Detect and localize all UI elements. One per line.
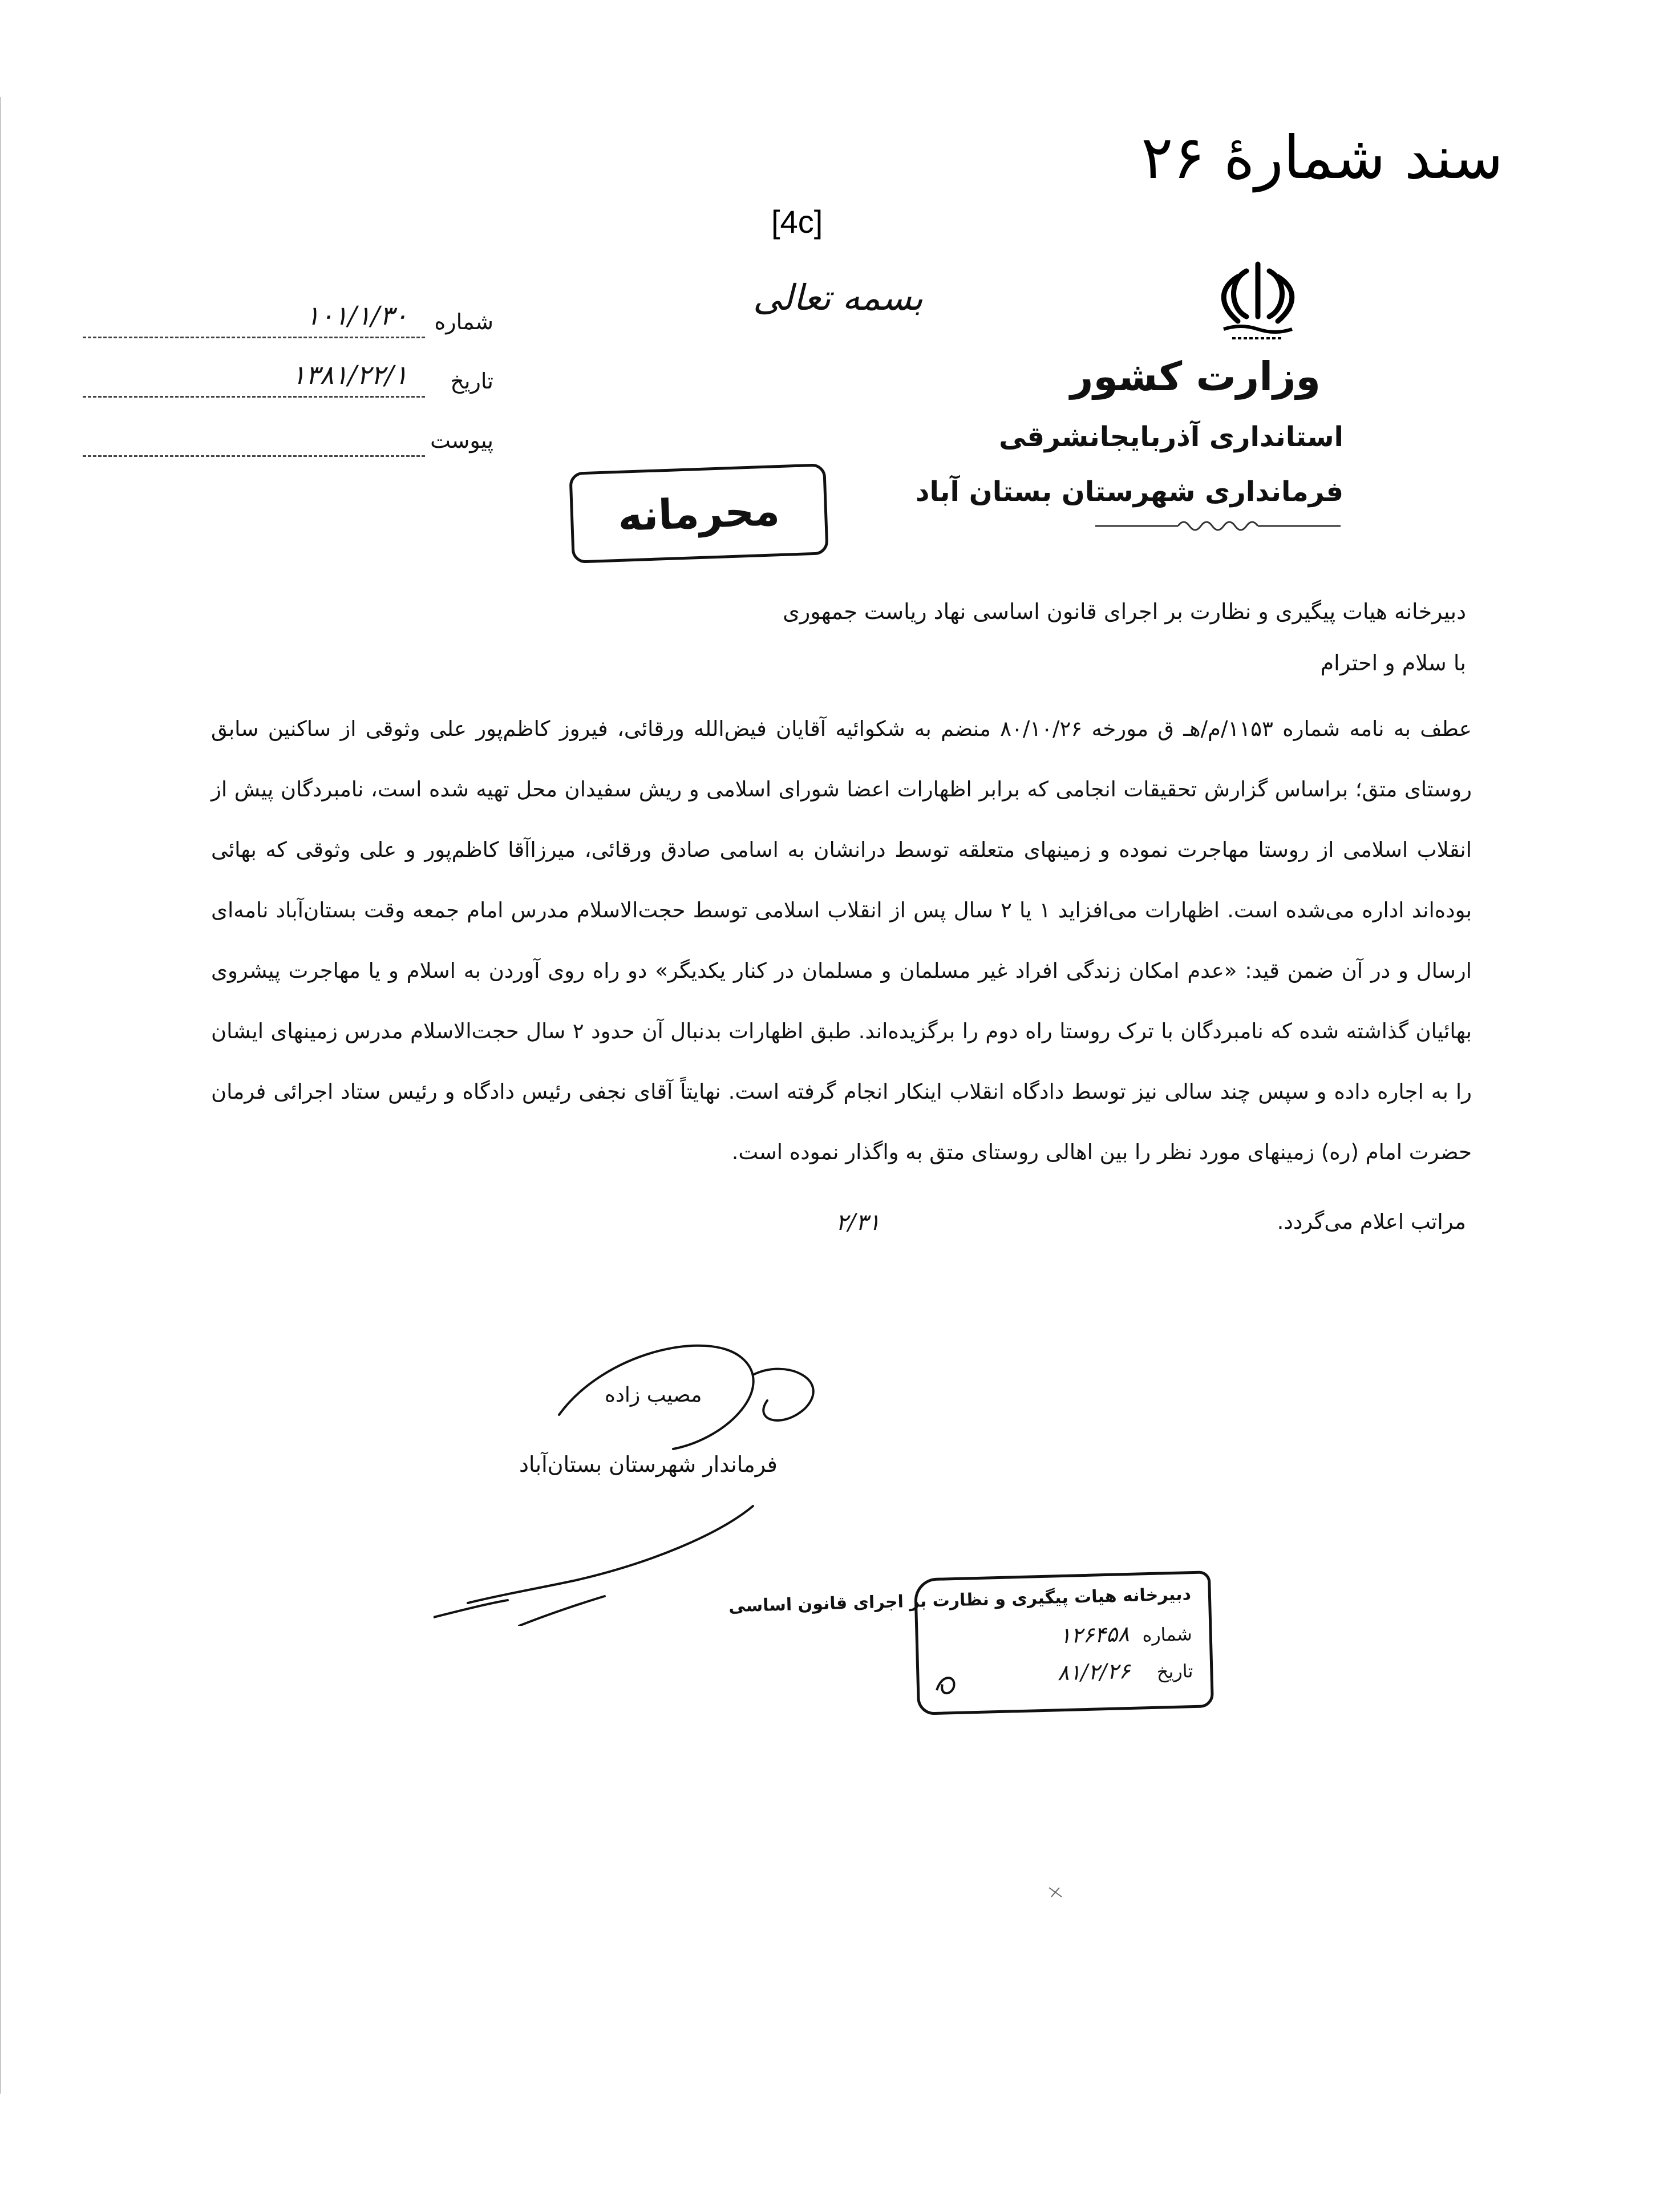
receipt-number-row [935, 1620, 1192, 1661]
letter-metadata [83, 297, 493, 475]
receipt-organization: دبیرخانه هیات پیگیری و نظارت بر اجرای قانون اساسی [728, 1584, 1192, 1617]
date-line [83, 396, 425, 398]
bismillah-heading: بسمه تعالی [753, 277, 923, 318]
date-label: تاریخ [450, 369, 493, 394]
receipt-number-label: شماره [1141, 1623, 1193, 1646]
receipt-stamp [728, 1570, 1214, 1715]
meta-attachment-row [83, 415, 493, 475]
receipt-initial-mark [930, 1667, 966, 1702]
body-paragraph: عطف به نامه شماره ۱۱۵۳/م/هـ ق مورخه ۸۰/۱۰/۲۶ منضم به شکوائیه آقایان فیض‌الله ورقائی، فیروز کاظم‌پور علی وثوقی از ساکنین سابق روستای متق؛ براساس گزارش تحقیقات انجامی که برابر اظهارات اعضا شورای اسلامی و ریش سفیدان محل تهیه شده است، نامبردگان پیش از انقلاب اسلامی از روستا مهاجرت نموده و زمینهای متعلقه توسط درانشان به اسامی صادق ورقائی، میرزاآقا کاظم‌پور و علی وثوقی که بهائی بوده‌اند اداره می‌شده است. اظهارات می‌افزاید ۱ یا ۲ سال پس از انقلاب اسلامی توسط حجت‌الاسلام مدرس امام جمعه وقت بستان‌آباد نامه‌ای ارسال و در آن ضمن قید: «عدم امکان زندگی افراد غیر مسلمان و مسلمان در کنار یکدیگر» دو راه روی آوردن به اسلام و یا مهاجرت پیشروی بهائیان گذاشته شده که نامبردگان با ترک روستا راه دوم را برگزیده‌اند. طبق اظهارات بدنبال آن حدود ۲ سال حجت‌الاسلام مدرس زمینهای ایشان را به اجاره داده و سپس چند سالی نیز توسط دادگاه انقلاب اینکار انجام گرفته است. نهایتاً آقای نجفی رئیس دادگاه و رئیس ستاد اجرائی فرمان حضرت امام (ره) زمینهای مورد نظر را بین اهالی روستای متق به واگذار نموده است. [211, 717, 1472, 1164]
confidential-stamp [569, 463, 828, 564]
iran-emblem-icon [1207, 254, 1309, 345]
number-value: ۱۰۱/۱/۳۰ [305, 300, 408, 331]
stray-mark [1047, 1885, 1064, 1899]
salutation: با سلام و احترام [1320, 650, 1466, 675]
signer-name: مصیب زاده [605, 1383, 702, 1407]
number-label: شماره [434, 309, 493, 334]
receipt-date-value: ۸۱/۲/۲۶ [1057, 1658, 1131, 1686]
attachment-line [83, 455, 425, 457]
closing-reference: ۲/۳۱ [836, 1209, 880, 1236]
document-title: سند شمارهٔ ۲۶ [1141, 123, 1503, 192]
receipt-date-row [936, 1657, 1193, 1698]
closing-line: مراتب اعلام می‌گردد. [1277, 1209, 1466, 1234]
number-line [83, 337, 425, 338]
date-value: ۱۳۸۱/۲۲/۱ [292, 359, 408, 390]
meta-date-row [83, 356, 493, 415]
province-name: استانداری آذربایجانشرقی [999, 421, 1343, 453]
letterhead [916, 348, 1343, 519]
county-name: فرمانداری شهرستان بستان آباد [915, 476, 1343, 508]
receipt-date-label: تاریخ [1156, 1660, 1193, 1683]
letterhead-flourish [1092, 513, 1343, 536]
confidential-stamp-text: محرمانه [617, 487, 781, 540]
ministry-name: وزارت کشور [1070, 353, 1321, 400]
attachment-label: پیوست [430, 428, 493, 453]
addressee: دبیرخانه هیات پیگیری و نظارت بر اجرای قانون اساسی نهاد ریاست جمهوری [783, 599, 1466, 624]
page-edge [0, 97, 1, 2094]
signer-title: فرماندار شهرستان بستان‌آباد [519, 1452, 778, 1477]
meta-number-row [83, 297, 493, 356]
receipt-number-value: ۱۲۶۴۵۸ [1059, 1621, 1130, 1649]
reference-code: [4c] [771, 204, 823, 240]
